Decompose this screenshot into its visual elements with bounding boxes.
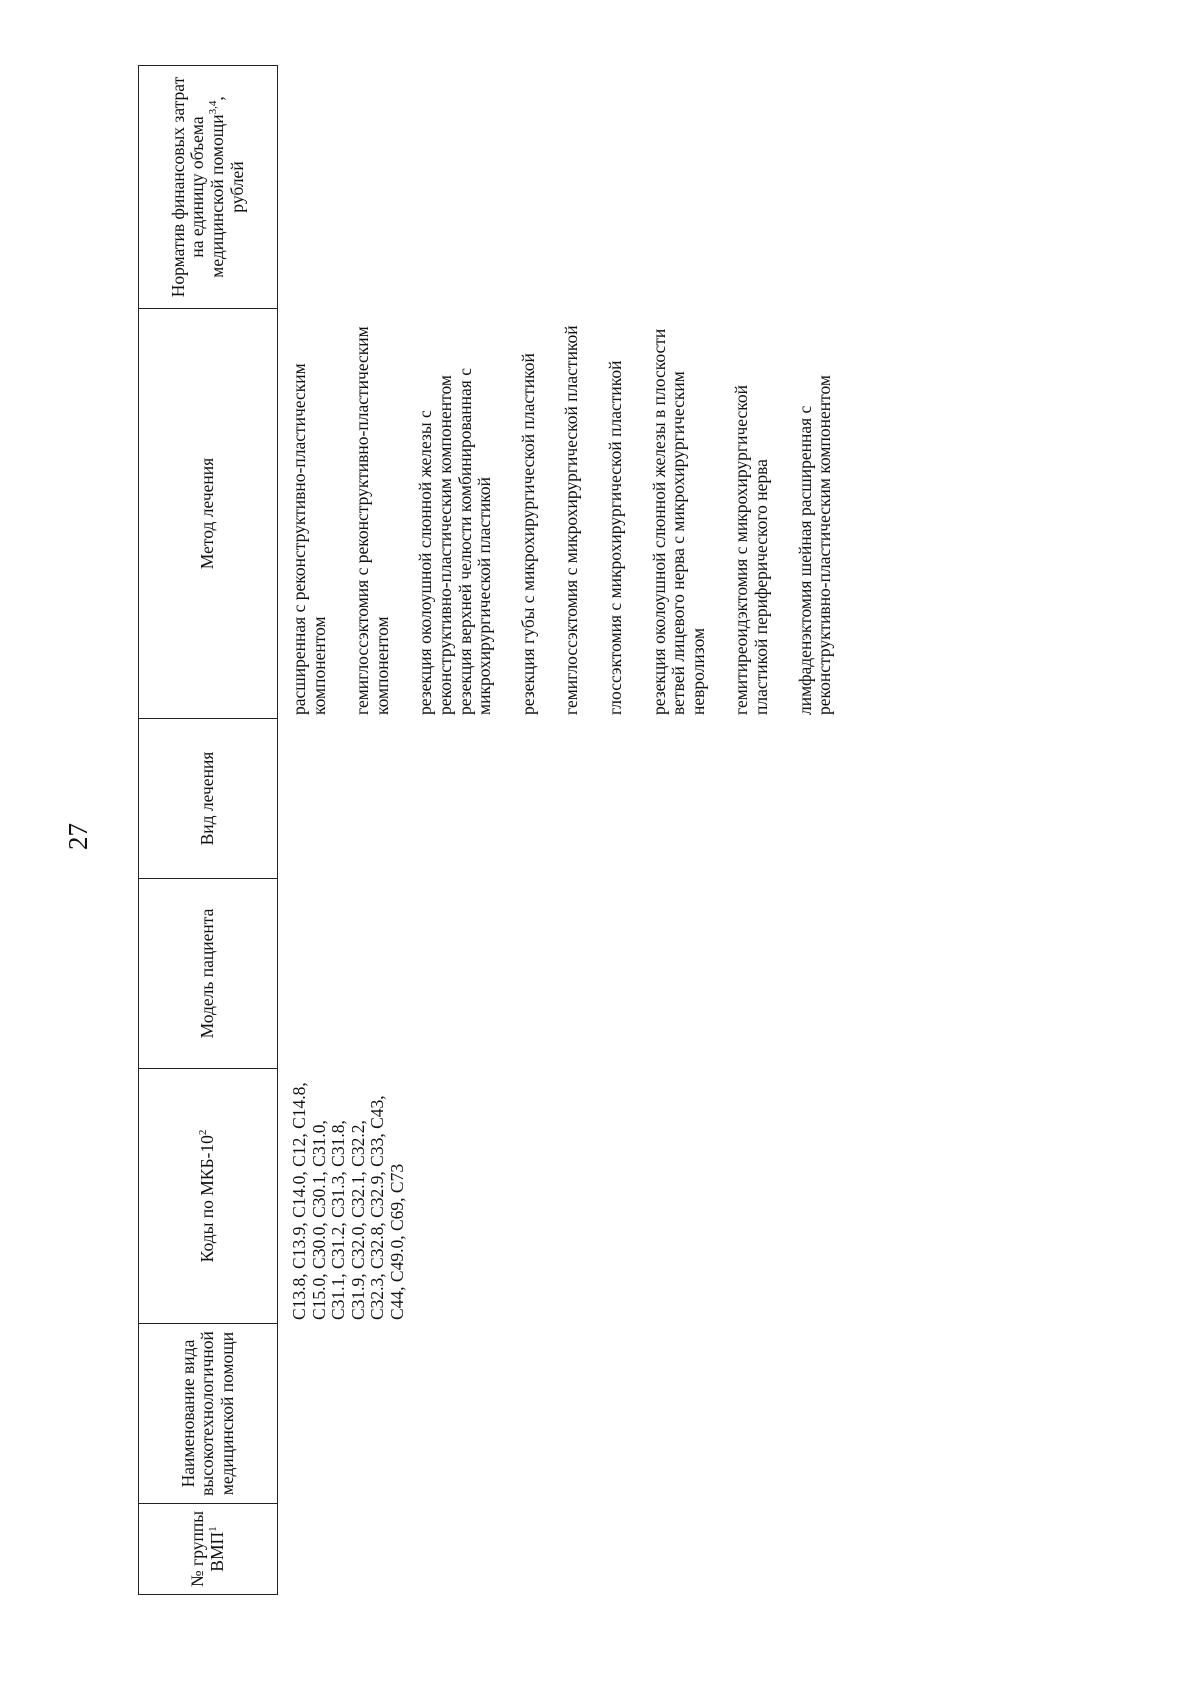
method-item: лимфаденэктомия шейная расширенная с реконструктивно-пластическим компонентом: [794, 375, 835, 715]
header-icd-codes: Коды по МКБ-$10^2$: [139, 1069, 277, 1324]
method-item: гемиглоссэктомия с реконструктивно-пластическим компонентом: [352, 326, 392, 715]
table-header: [138, 65, 278, 1595]
header-care-type-name: Наименование вида высокотехнологичной медицинской помощи: [139, 1324, 277, 1504]
method-item: глоссэктомия с микрохирургической пластикой: [604, 360, 625, 715]
method-item: резекция верхней челюсти комбинированная с микрохирургической пластикой: [454, 368, 495, 715]
method-item: гемитиреоидэктомия с микрохирургической пластикой периферического нерва: [731, 385, 771, 715]
method-item: резекция околоушной слюнной железы с реконструктивно-пластическим компонентом: [415, 375, 455, 715]
icd-codes-cell: C13.8, C13.9, C14.0, C12, C14.8, C15.0, C30.0, C30.1, C31.0, C31.1, C31.2, C31.3, C31.8, C31.9, C32.0, C32.1, C32.2, C32.3, C32.8, C32.9, C33, C43, C44, C49.0, C69, C73: [289, 1082, 407, 1320]
method-item: гемиглоссэктомия с микрохирургической пластикой: [561, 325, 582, 715]
rotated-table: [138, 65, 1200, 1595]
header-group-number: № группы ВМП$^1$: [187, 1511, 227, 1588]
header-cost-standard: Норматив финансовых затрат на единицу объема медицинской помощи$^{3,4}$, рублей: [139, 66, 277, 309]
header-patient-model: Модель пациента: [139, 879, 277, 1069]
page-number: 27: [63, 823, 93, 850]
method-item: резекция околоушной слюнной железы в плоскости ветвей лицевого нерва с микрохирургическим невролизом: [648, 328, 708, 715]
method-item: расширенная с реконструктивно-пластическим компонентом: [289, 363, 329, 715]
header-treatment-type: Вид лечения: [139, 719, 277, 879]
method-item: резекция губы с микрохирургической пластикой: [517, 353, 538, 715]
treatment-methods-cell: [290, 315, 859, 715]
header-treatment-method: Метод лечения: [139, 309, 277, 719]
